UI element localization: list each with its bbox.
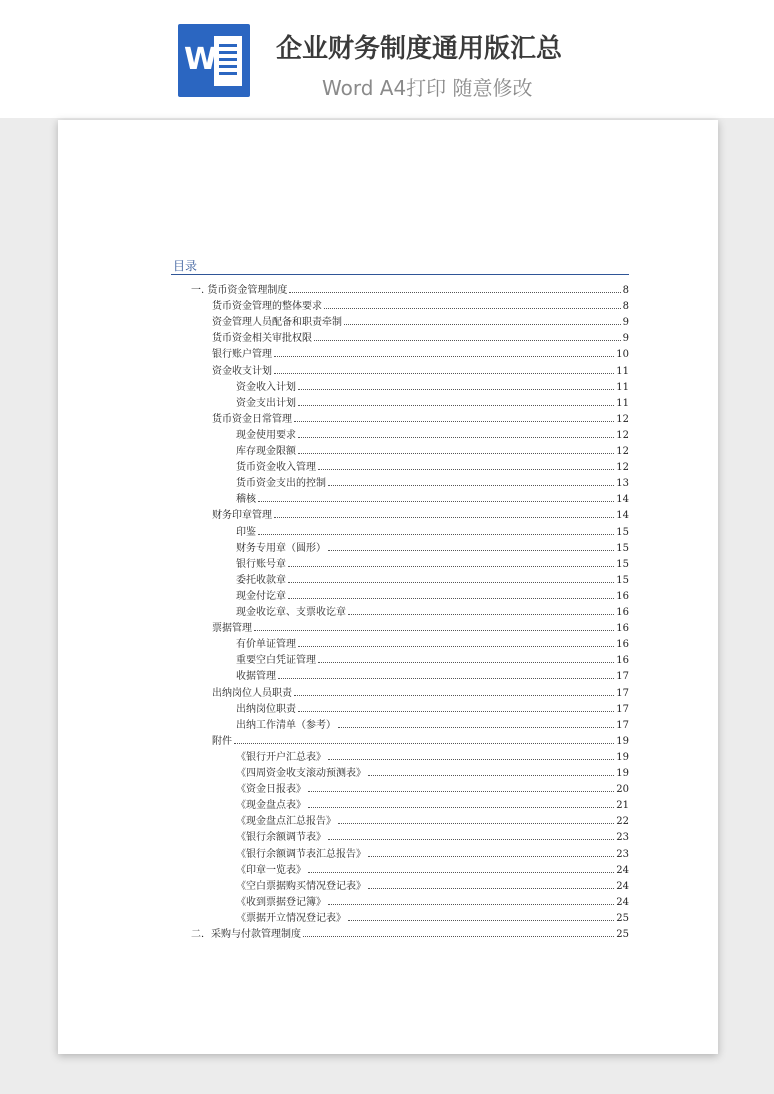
toc-entry-page: 25 [616,929,629,940]
toc-entry-title: 货币资金管理的整体要求 [212,301,322,313]
toc-entry-page: 10 [616,349,629,361]
toc-entry[interactable] [236,489,629,505]
toc-entry-title: 《印章一览表》 [236,864,306,876]
toc-entry-title: 货币资金支出的控制 [236,478,326,490]
toc-entry[interactable] [236,650,629,666]
logo-letter: W [184,42,217,77]
toc-entry-title: 库存现金限额 [236,446,296,457]
toc-entry-page: 23 [616,848,629,860]
toc-leader-dots [258,533,614,535]
toc-entry-page: 17 [616,703,629,715]
toc-divider [171,274,629,275]
toc-leader-dots [324,307,621,309]
toc-entry-page: 14 [616,510,629,522]
toc-entry-title: 有价单证管理 [236,639,296,651]
toc-entry-title: 《空白票据购买情况登记表》 [236,880,366,892]
toc-entry[interactable] [236,666,629,682]
toc-entry-page: 17 [616,687,629,699]
toc-leader-dots [344,323,621,325]
toc-entry[interactable] [236,457,629,473]
toc-leader-dots [368,855,614,857]
toc-entry-page: 12 [616,413,629,425]
toc-entry-page: 17 [616,719,629,731]
toc-leader-dots [318,468,614,470]
toc-entry[interactable] [236,827,629,843]
toc-entry[interactable] [236,779,629,795]
toc-leader-dots [274,372,614,374]
toc-entry-page: 23 [616,832,629,844]
toc-entry[interactable] [236,538,629,554]
toc-leader-dots [328,903,614,905]
toc-leader-dots [338,822,614,824]
toc-entry-title: 资金支出计划 [236,397,296,409]
toc-entry-title: 《银行余额调节表》 [236,832,326,844]
toc-entry-page: 19 [616,751,629,763]
toc-entry-page: 14 [616,494,629,506]
toc-entry-title: 重要空白凭证管理 [236,655,316,667]
toc-entry-page: 12 [616,462,629,474]
toc-entry[interactable] [212,683,629,699]
toc-entry-title: 《现金盘点表》 [236,800,306,812]
toc-entry-page: 16 [616,623,629,635]
toc-entry-page: 12 [616,446,629,457]
toc-entry-title: 附件 [212,735,232,747]
toc-entry[interactable] [236,554,629,570]
toc-entry-page: 19 [616,735,629,747]
toc-entry-page: 21 [616,800,629,812]
toc-entry-page: 9 [622,333,629,345]
toc-leader-dots [328,838,614,840]
toc-leader-dots [288,565,614,567]
toc-leader-dots [338,726,614,728]
toc-entry-title: 货币资金收入管理 [236,462,316,474]
toc-entry-page: 24 [616,880,629,892]
toc-entry[interactable] [236,634,629,650]
toc-entry[interactable] [236,425,629,441]
toc-entry[interactable] [212,409,629,425]
toc-leader-dots [368,887,614,889]
toc-leader-dots [348,613,614,615]
toc-leader-dots [294,420,614,422]
toc-entry[interactable] [236,747,629,763]
toc-entry[interactable] [236,811,629,827]
toc-entry[interactable] [236,473,629,489]
toc-entry-title: 票据管理 [212,623,252,635]
toc-entry-title: 委托收款章 [236,574,286,586]
toc-leader-dots [288,581,614,583]
toc-leader-dots [289,291,620,293]
toc-leader-dots [298,452,614,454]
toc-leader-dots [308,790,614,792]
toc-entry-page: 11 [616,365,629,377]
toc-entry-page: 24 [616,864,629,876]
toc-entry-title: 出纳工作清单（参考） [236,719,336,731]
toc-entry[interactable] [236,844,629,860]
toc-entry-title: 《银行开户汇总表》 [236,751,326,763]
page-subtitle: Word A4打印 随意修改 [322,76,533,100]
toc-entry[interactable] [212,505,629,521]
toc-entry[interactable] [236,602,629,618]
toc-entry-title: 《资金日报表》 [236,784,306,796]
toc-entry-title: 资金收支计划 [212,365,272,377]
toc-entry[interactable] [236,522,629,538]
toc-entry-title: 印鉴 [236,526,256,538]
toc-entry-title: 财务印章管理 [212,510,272,522]
page-title: 企业财务制度通用版汇总 [276,34,563,64]
toc-entry[interactable] [191,924,629,940]
toc-entry[interactable] [236,892,629,908]
toc-leader-dots [278,677,614,679]
toc-entry-title: 现金付讫章 [236,590,286,602]
toc-entry-title: 货币资金日常管理 [212,413,292,425]
toc-entry-title: 一. 货币资金管理制度 [191,285,288,296]
toc-leader-dots [298,436,614,438]
toc-entry-page: 11 [616,397,629,409]
toc-entry-page: 8 [622,301,629,313]
toc-leader-dots [308,806,614,808]
toc-entry-page: 12 [616,429,629,441]
toc-entry-title: 出纳岗位职责 [236,703,296,715]
toc-entry[interactable] [236,393,629,409]
toc-entry-page: 24 [616,896,629,908]
toc-leader-dots [298,404,614,406]
toc-entry-title: 二．采购与付款管理制度 [191,929,301,940]
toc-entry-page: 22 [616,816,629,828]
toc-entry-page: 16 [616,607,629,618]
toc-entry[interactable] [212,296,629,312]
toc-entry-page: 25 [616,912,629,924]
toc-leader-dots [298,388,614,390]
toc-entry[interactable] [236,586,629,602]
toc-leader-dots [368,774,614,776]
toc-entry-title: 《四周资金收支滚动预测表》 [236,768,366,779]
toc-entry-page: 8 [622,285,629,296]
toc-entry[interactable] [236,699,629,715]
toc-entry-page: 19 [616,768,629,779]
toc-entry-page: 16 [616,655,629,667]
toc-entry-title: 出纳岗位人员职责 [212,687,292,699]
toc-entry[interactable] [212,312,629,328]
toc-leader-dots [294,694,614,696]
document-sheet-icon [214,36,242,86]
toc-entry[interactable] [236,763,629,779]
toc-leader-dots [328,758,614,760]
toc-leader-dots [318,661,614,663]
toc-leader-dots [254,629,614,631]
toc-entry-page: 15 [616,526,629,538]
toc-entry-page: 15 [616,558,629,570]
toc-leader-dots [298,645,614,647]
toc-entry-title: 《收到票据登记簿》 [236,896,326,908]
toc-entry-title: 稽核 [236,494,256,506]
toc-entry-title: 《票据开立情况登记表》 [236,912,346,924]
toc-leader-dots [308,871,614,873]
toc-entry[interactable] [236,377,629,393]
toc-entry-page: 20 [616,784,629,796]
header-banner [0,0,774,118]
toc-entry-title: 资金收入计划 [236,381,296,393]
toc-entry[interactable] [212,618,629,634]
toc-entry-title: 银行账号章 [236,558,286,570]
toc-entry[interactable] [236,441,629,457]
toc-entry-page: 16 [616,590,629,602]
toc-entry[interactable] [212,731,629,747]
toc-entry-page: 17 [616,671,629,683]
toc-entry[interactable] [212,328,629,344]
toc-leader-dots [328,484,614,486]
toc-entry-page: 16 [616,639,629,651]
toc-leader-dots [258,500,614,502]
toc-entry-title: 现金收讫章、支票收讫章 [236,607,346,618]
toc-entry-title: 货币资金相关审批权限 [212,333,312,345]
toc-leader-dots [288,597,614,599]
toc-entry[interactable] [212,361,629,377]
toc-entry-title: 《银行余额调节表汇总报告》 [236,848,366,860]
toc-leader-dots [314,339,621,341]
toc-entry[interactable] [236,908,629,924]
toc-leader-dots [274,355,614,357]
toc-entry-title: 财务专用章（圆形） [236,542,326,554]
toc-entry-page: 11 [616,381,629,393]
toc-entry[interactable] [212,344,629,360]
toc-entry[interactable] [236,795,629,811]
toc-entry[interactable] [236,860,629,876]
toc-leader-dots [348,919,614,921]
toc-entry-title: 收据管理 [236,671,276,683]
toc-entry-page: 9 [622,317,629,329]
toc-leader-dots [234,742,614,744]
word-document-icon [178,24,250,97]
toc-entry-title: 银行账户管理 [212,349,272,361]
toc-entry-title: 现金使用要求 [236,429,296,441]
toc-entry-title: 资金管理人员配备和职责牵制 [212,317,342,329]
toc-entry[interactable] [191,280,629,296]
toc-leader-dots [328,549,614,551]
toc-entry[interactable] [236,876,629,892]
toc-leader-dots [274,516,614,518]
toc-leader-dots [303,935,614,937]
toc-entry-page: 15 [616,574,629,586]
document-page [58,120,718,1054]
toc-entry-page: 13 [616,478,629,490]
toc-entry[interactable] [236,570,629,586]
toc-entry[interactable] [236,715,629,731]
toc-leader-dots [298,710,614,712]
toc-heading: 目录 [173,259,198,273]
toc-entry-page: 15 [616,542,629,554]
toc-entry-title: 《现金盘点汇总报告》 [236,816,336,828]
